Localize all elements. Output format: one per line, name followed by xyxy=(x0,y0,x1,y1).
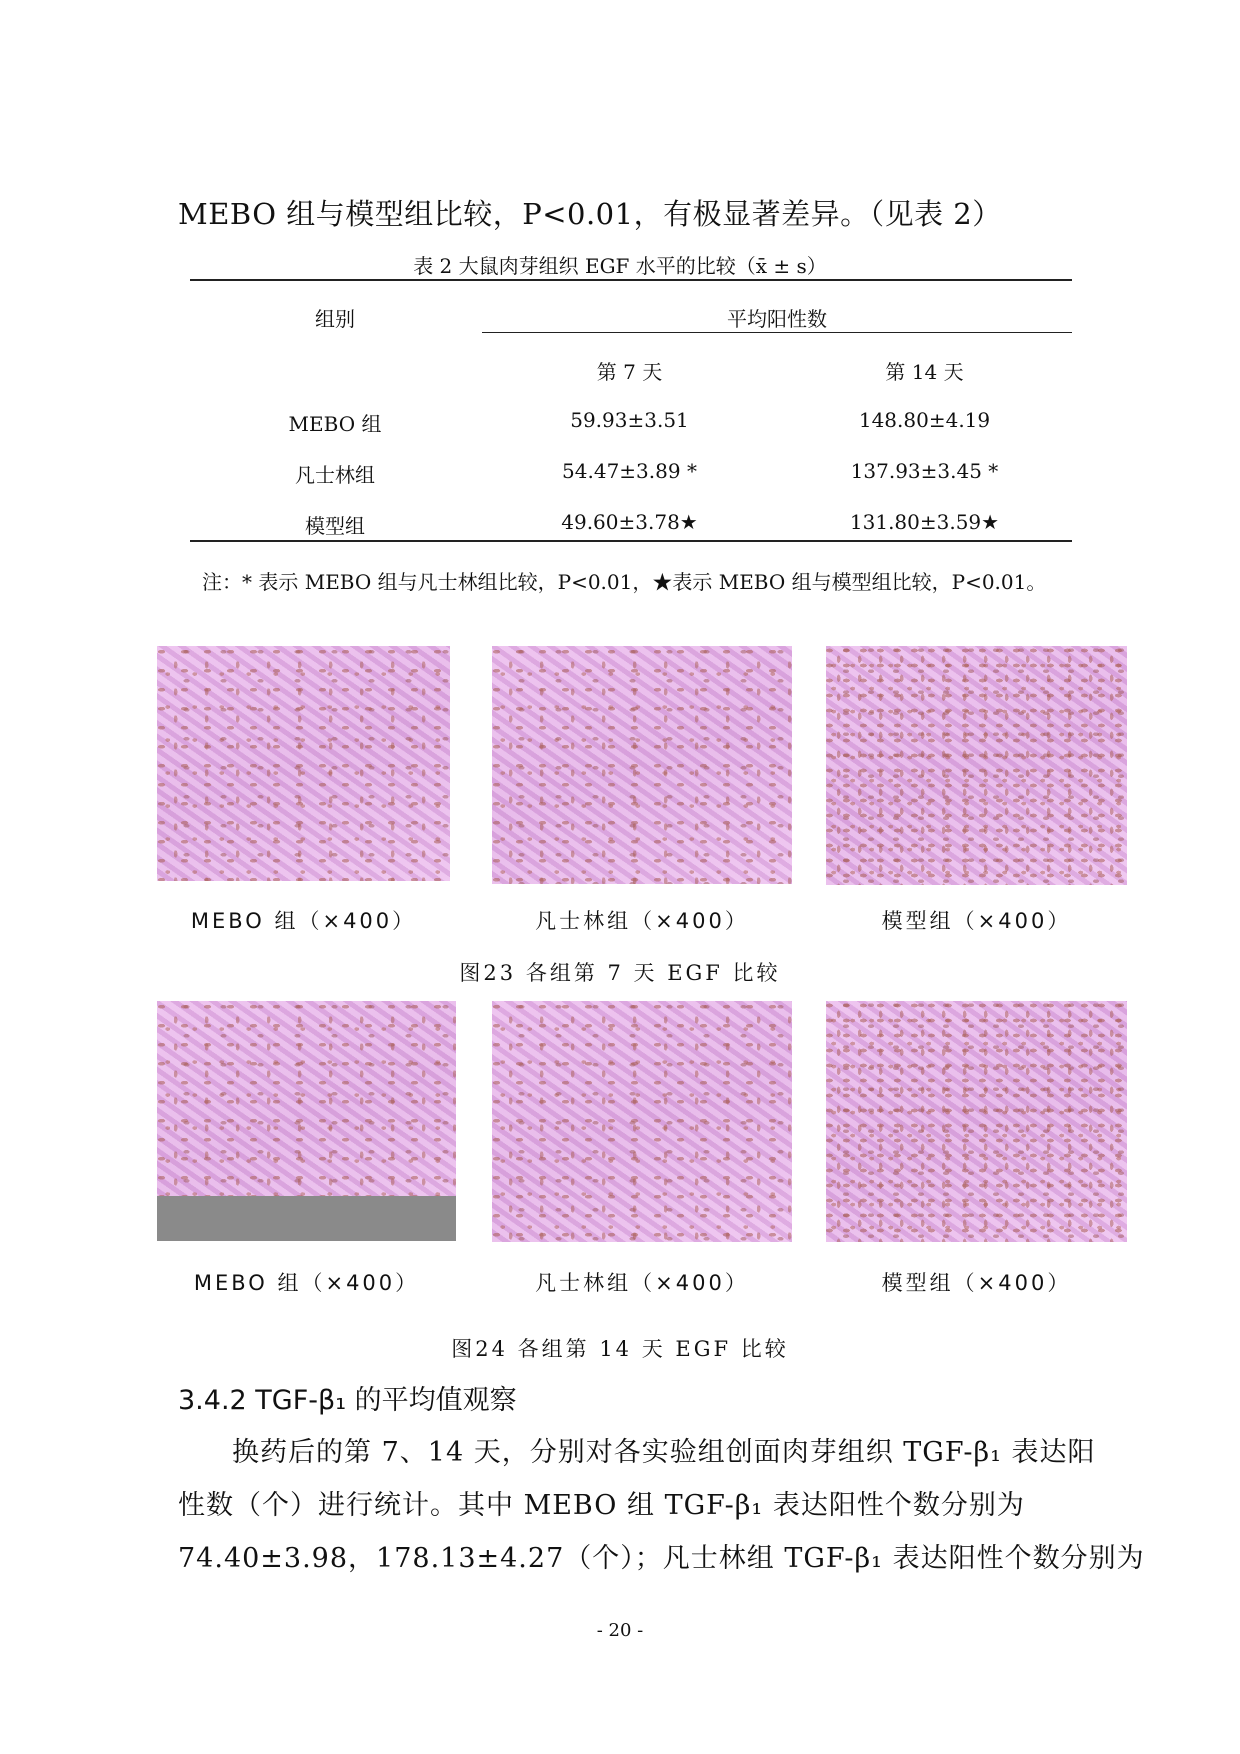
panel-caption: MEBO 组（×400） xyxy=(193,1271,420,1295)
micrograph-model-day7 xyxy=(826,646,1127,885)
table-header-day14: 第 14 天 xyxy=(885,360,964,384)
table-caption: 表 2 大鼠肉芽组织 EGF 水平的比较（x̄ ± s） xyxy=(413,254,827,278)
table-top-rule xyxy=(190,279,1072,281)
panel-caption: MEBO 组（×400） xyxy=(190,909,417,933)
lead-sentence: MEBO 组与模型组比较，P<0.01，有极显著差异。（见表 2） xyxy=(178,197,1002,231)
page-number: - 20 - xyxy=(596,1620,644,1641)
micrograph-model-day14 xyxy=(826,1001,1127,1242)
micrograph-mebo-day14 xyxy=(157,1001,456,1241)
micrograph-vaseline-day14 xyxy=(492,1001,792,1242)
paragraph-line: 换药后的第 7、14 天，分别对各实验组创面肉芽组织 TGF-β₁ 表达阳 xyxy=(232,1437,1096,1468)
micrograph-vaseline-day7 xyxy=(492,646,792,884)
paragraph-line: 74.40±3.98，178.13±4.27（个）；凡士林组 TGF-β₁ 表达阳性个数分别为 xyxy=(178,1543,1145,1574)
table-bottom-rule xyxy=(190,540,1072,542)
table-note: 注：* 表示 MEBO 组与凡士林组比较，P<0.01，★表示 MEBO 组与模型组比较，P<0.01。 xyxy=(202,570,1047,594)
table-cell-day14: 131.80±3.59★ xyxy=(849,510,1000,534)
table-cell-group: 凡士林组 xyxy=(295,463,375,487)
panel-caption: 凡士林组（×400） xyxy=(535,1271,749,1295)
figure24-caption: 图24 各组第 14 天 EGF 比较 xyxy=(451,1337,789,1361)
table-cell-day14: 137.93±3.45 * xyxy=(850,459,999,483)
table-header-group: 组别 xyxy=(315,307,355,331)
table-cell-group: MEBO 组 xyxy=(288,412,382,436)
table-cell-group: 模型组 xyxy=(305,514,365,538)
table-subheader-rule xyxy=(482,332,1072,333)
table-cell-day14: 148.80±4.19 xyxy=(858,408,991,432)
panel-caption: 模型组（×400） xyxy=(881,1271,1072,1295)
panel-caption: 凡士林组（×400） xyxy=(535,909,749,933)
table-header-day7: 第 7 天 xyxy=(596,360,663,384)
figure23-caption: 图23 各组第 7 天 EGF 比较 xyxy=(459,961,781,985)
table-cell-day7: 54.47±3.89 * xyxy=(562,459,697,483)
micrograph-mebo-day7 xyxy=(157,646,450,881)
table-cell-day7: 49.60±3.78★ xyxy=(561,510,698,534)
table-header-mean: 平均阳性数 xyxy=(727,307,827,331)
table-cell-day7: 59.93±3.51 xyxy=(570,408,689,432)
panel-caption: 模型组（×400） xyxy=(881,909,1072,933)
paragraph-line: 性数（个）进行统计。其中 MEBO 组 TGF-β₁ 表达阳性个数分别为 xyxy=(178,1490,1025,1521)
section-heading: 3.4.2 TGF-β₁ 的平均值观察 xyxy=(178,1385,517,1416)
